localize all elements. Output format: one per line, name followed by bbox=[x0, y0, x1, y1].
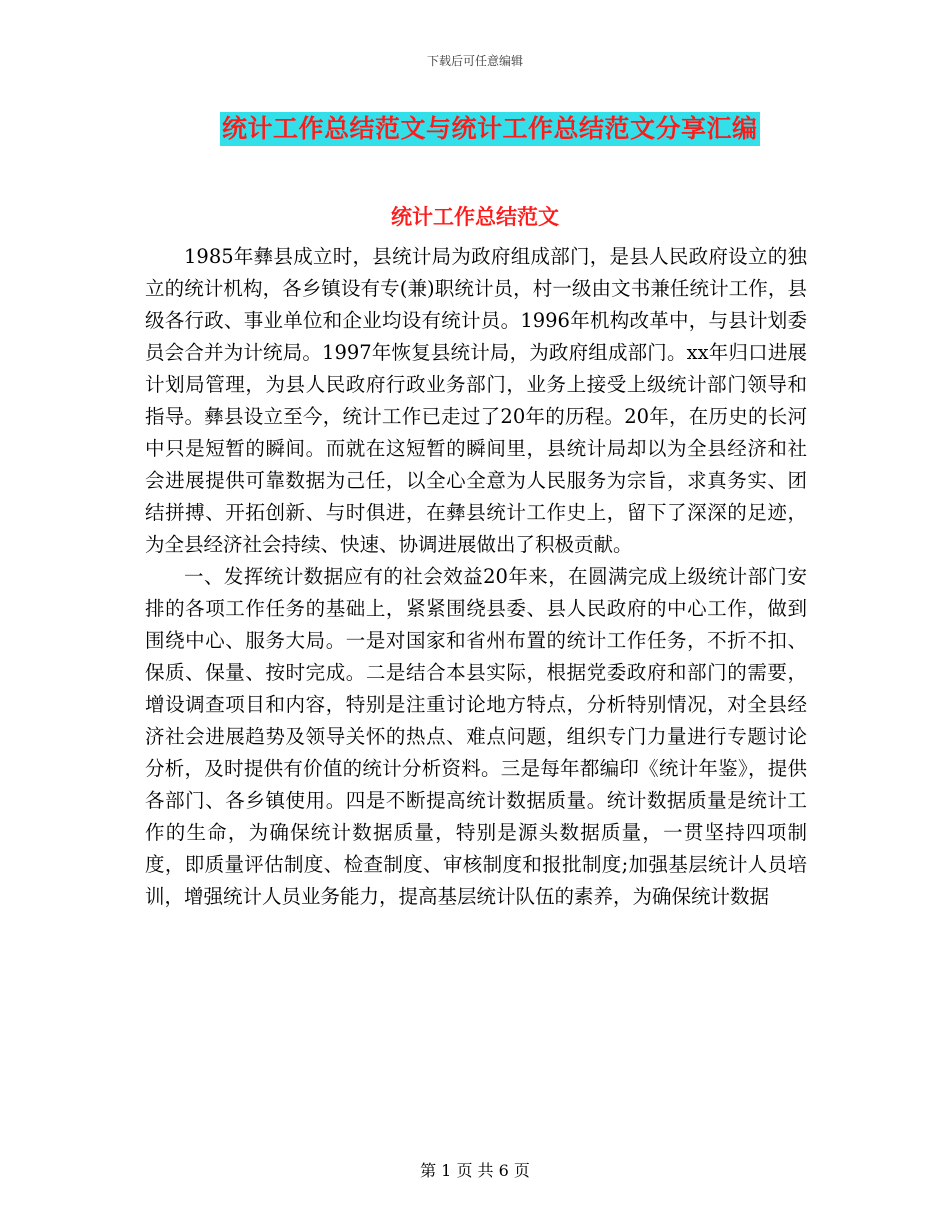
paragraph: 1985年彝县成立时，县统计局为政府组成部门，是县人民政府设立的独立的统计机构，各乡镇设有专(兼)职统计员，村一级由文书兼任统计工作，县级各行政、事业单位和企业均设有统计员。1996年机构改革中，与县计划委员会合并为计统局。1997年恢复县统计局，为政府组成部门。xx年归口进展计划局管理，为县人民政府行政业务部门，业务上接受上级统计部门领导和指导。彝县设立至今，统计工作已走过了20年的历程。20年，在历史的长河中只是短暂的瞬间。而就在这短暂的瞬间里，县统计局却以为全县经济和社会进展提供可靠数据为己任，以全心全意为人民服务为宗旨，求真务实、团结拼搏、开拓创新、与时俱进，在彝县统计工作史上，留下了深深的足迹，为全县经济社会持续、快速、协调进展做出了积极贡献。 bbox=[145, 245, 807, 556]
document-title: 统计工作总结范文与统计工作总结范文分享汇编 bbox=[220, 112, 760, 146]
page-number: 第 1 页 共 6 页 bbox=[420, 1161, 530, 1180]
paragraph: 一、发挥统计数据应有的社会效益20年来，在圆满完成上级统计部门安排的各项工作任务的基础上，紧紧围绕县委、县人民政府的中心工作，做到围绕中心、服务大局。一是对国家和省州布置的统计工作任务，不折不扣、保质、保量、按时完成。二是结合本县实际，根据党委政府和部门的需要，增设调查项目和内容，特别是注重讨论地方特点，分析特别情况，对全县经济社会进展趋势及领导关怀的热点、难点问题，组织专门力量进行专题讨论分析，及时提供有价值的统计分析资料。三是每年都编印《统计年鉴》，提供各部门、各乡镇使用。四是不断提高统计数据质量。统计数据质量是统计工作的生命，为确保统计数据质量，特别是源头数据质量，一贯坚持四项制度，即质量评估制度、检查制度、审核制度和报批制度;加强基层统计人员培训，增强统计人员业务能力，提高基层统计队伍的素养，为确保统计数据 bbox=[145, 565, 807, 908]
page-header-note: 下载后可任意编辑 bbox=[426, 54, 523, 68]
section-title: 统计工作总结范文 bbox=[391, 204, 559, 229]
document-body bbox=[145, 241, 807, 913]
document-title-container bbox=[220, 112, 760, 146]
